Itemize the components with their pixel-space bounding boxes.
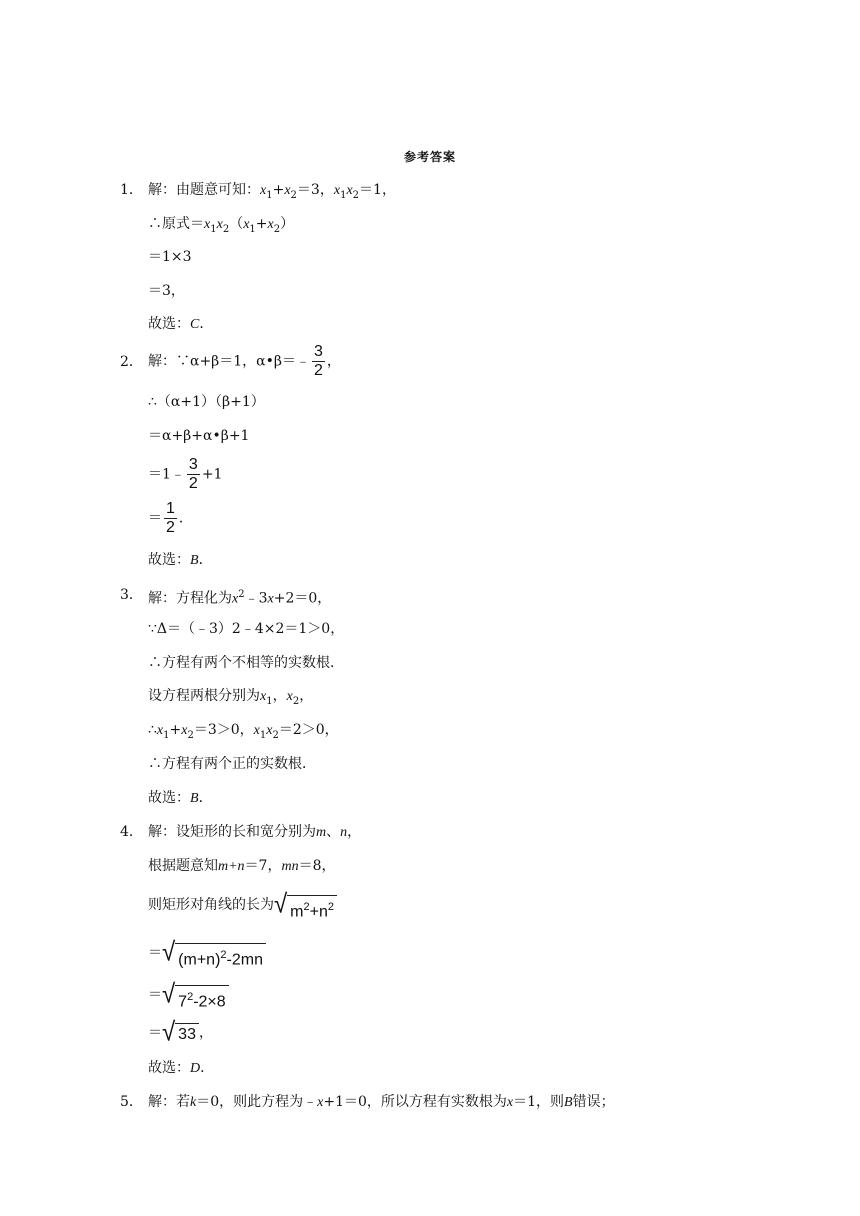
problem-number-1: 1． [120,182,143,198]
p2-answer: 故选：B． [148,552,213,568]
p2-line-4: ＝1﹣ $\frac{3}{2}$ +1 [148,456,223,492]
p4-line-2: 根据题意知m+n＝7，mn＝8， [148,858,336,874]
problem-number-3: 3． [120,587,143,603]
fraction: $\frac{1}{2}$ [166,500,175,536]
p4-line-3: 则矩形对角线的长为√ $m^2+n^2$ [148,891,337,919]
fraction: $\frac{3}{2}$ [314,343,323,379]
p3-line-3: ∴方程有两个不相等的实数根． [148,655,344,671]
problem-number-5: 5． [120,1094,143,1110]
problem-number-4: 4． [120,824,143,840]
p3-line-5: $\therefore x_1+x_2=3>0$，$x_1x_2=2>0$， [148,722,339,741]
p1-line-1: 解：由题意可知：$x_1+x_2=3$，$x_1x_2=1$， [148,182,396,201]
p3-line-2: ∵Δ＝（﹣3）2﹣4×2＝1＞0， [148,621,345,637]
p4-answer: 故选：D． [148,1060,215,1076]
fraction: $\frac{3}{2}$ [188,456,198,492]
p4-line-6: ＝√ 33 ， [148,1017,213,1048]
p1-line-3: ＝1×3 [148,249,192,265]
p3-line-4: 设方程两根分别为$x_1$，$x_2$， [148,688,314,707]
square-root: √ 33 [162,1020,199,1046]
p2-line-3: ＝α+β+α•β+1 [148,428,250,444]
p4-line-1: 解：设矩形的长和宽分别为m、n， [148,824,362,840]
p1-line-4: ＝3， [148,283,185,299]
p2-line-1: 解：∵α+β＝1，α•β＝﹣ $\frac{3}{2}$ ， [148,343,341,379]
p1-line-2: ∴原式$=x_1x_2(x_1+x_2)$ [148,216,295,235]
p1-answer: 故选：C． [148,316,214,332]
page-title: 参考答案 [403,150,456,164]
p2-line-5: ＝ $\frac{1}{2}$ ． [148,500,193,536]
square-root: √ $(m+n)^2-2mn$ [162,940,266,966]
problem-number-2: 2． [120,354,143,370]
p3-line-1: 解：方程化为$x^2﹣3x+2=0$， [148,589,332,607]
square-root: √ $7^2-2\times 8$ [162,982,229,1008]
p3-line-6: ∴方程有两个正的实数根． [148,756,316,772]
p3-answer: 故选：B． [148,790,213,806]
p2-line-2: ∴（α+1）（β+1） [148,394,265,410]
square-root: √ $m^2+n^2$ [274,892,337,918]
p4-line-5: ＝√ $7^2-2\times 8$ [148,981,229,1009]
p4-line-4: ＝√ $(m+n)^2-2mn$ [148,939,266,967]
p5-line-1: 解：若k＝0，则此方程为﹣x+1＝0，所以方程有实数根为x＝1，则B错误； [148,1094,615,1110]
